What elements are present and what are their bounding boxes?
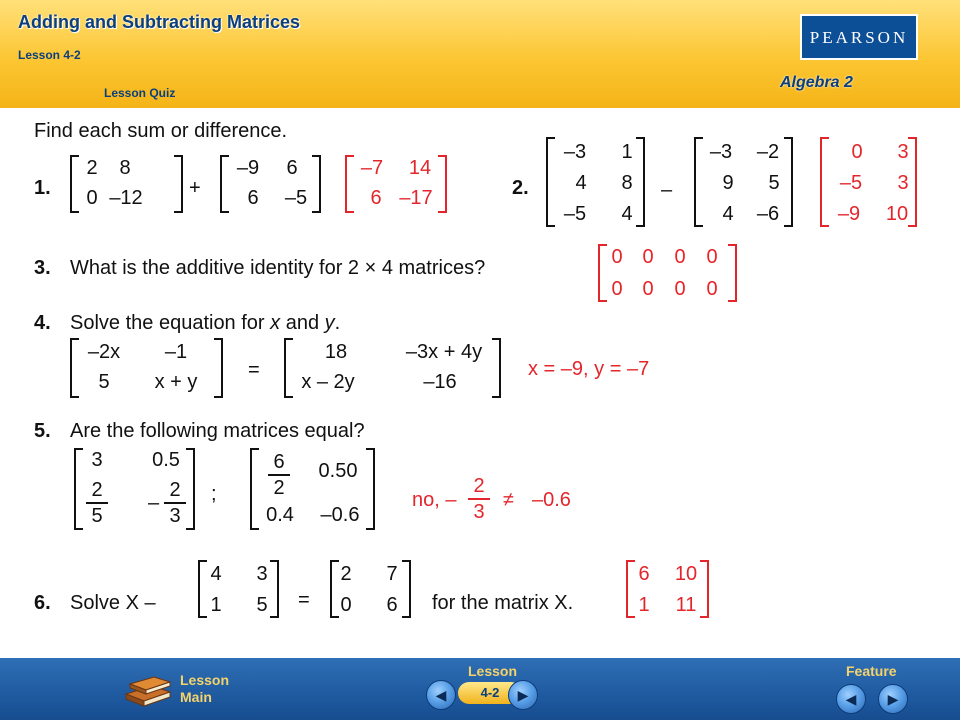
q2-a-cell: 4 xyxy=(575,172,587,194)
q5-answer-fraction-denominator: 3 xyxy=(473,501,485,523)
q5-b-fraction xyxy=(268,450,290,500)
q2-answer-cell: 0 xyxy=(851,141,863,163)
q6-answer-cell: 11 xyxy=(675,594,697,616)
q4-b-left-bracket xyxy=(284,338,293,398)
q2-b-cell: –3 xyxy=(709,141,733,163)
lesson-number: Lesson 4-2 xyxy=(18,48,81,62)
instructions: Find each sum or difference. xyxy=(34,120,288,142)
q2-a-cell: –3 xyxy=(563,141,587,163)
triangle-left-icon: ◀ xyxy=(435,687,447,703)
q3-answer-cell: 0 xyxy=(706,278,718,300)
q5-b-cell: –0.6 xyxy=(320,504,360,526)
q3-answer-cell: 0 xyxy=(642,278,654,300)
q5-b-fraction-numerator: 6 xyxy=(268,450,290,476)
q2-b-cell: –6 xyxy=(756,203,780,225)
q6-answer-cell: 6 xyxy=(638,563,650,585)
q6-b-left-bracket xyxy=(330,560,339,618)
lesson-main-label-2: Main xyxy=(180,689,212,705)
q5-answer-value: –0.6 xyxy=(532,489,571,511)
q5-separator: ; xyxy=(211,483,217,505)
lesson-main-link[interactable] xyxy=(180,672,229,706)
q6-answer-cell: 10 xyxy=(674,563,698,585)
publisher-logo xyxy=(800,14,918,60)
q4-b-cell: x – 2y xyxy=(301,371,355,393)
q4-a-cell: x + y xyxy=(154,371,198,393)
q4-question-period: . xyxy=(334,312,341,334)
q4-a-cell-text: –2x xyxy=(87,341,121,363)
q5-a-minus: – xyxy=(148,492,160,514)
q2-operator: – xyxy=(661,179,673,201)
lesson-main-label-1: Lesson xyxy=(180,672,230,688)
lesson-next-button[interactable] xyxy=(508,680,538,710)
q5-a-fraction-denominator: 5 xyxy=(91,505,103,527)
q5-a-fraction-denominator: 3 xyxy=(169,505,181,527)
q1-a-cell: 8 xyxy=(119,157,131,179)
q6-a-cell: 3 xyxy=(256,563,268,585)
q5-a-fraction xyxy=(164,478,186,528)
q1-b-cell: 6 xyxy=(247,187,259,209)
q2-a-cell: 8 xyxy=(621,172,633,194)
q2-b-cell: 4 xyxy=(722,203,734,225)
q2-a-cell: 1 xyxy=(621,141,633,163)
q4-var-x: x xyxy=(270,312,281,334)
q4-a-cell: –1 xyxy=(164,341,188,363)
q2-answer-right-bracket xyxy=(908,137,917,227)
q6-b-right-bracket xyxy=(402,560,411,618)
q1-answer-cell: –7 xyxy=(360,157,384,179)
q5-b-right-bracket xyxy=(366,448,375,530)
q5-b-left-bracket xyxy=(250,448,259,530)
q4-a-left-bracket xyxy=(70,338,79,398)
q6-number: 6. xyxy=(34,592,51,614)
q2-a-cell: 4 xyxy=(621,203,633,225)
q1-a-left-bracket xyxy=(70,155,79,213)
q2-b-cell: –2 xyxy=(756,141,780,163)
lesson-id-badge: 4-2 xyxy=(458,682,522,704)
q1-answer-cell: –17 xyxy=(399,187,433,209)
q3-answer-cell: 0 xyxy=(611,278,623,300)
q5-a-cell: 3 xyxy=(91,449,103,471)
q3-answer-cell: 0 xyxy=(674,246,686,268)
q5-a-fraction-numerator: 2 xyxy=(86,478,108,504)
q1-a-cell: 2 xyxy=(86,157,98,179)
q3-answer-cell: 0 xyxy=(642,246,654,268)
q3-answer-right-bracket xyxy=(728,244,737,302)
q6-b-cell: 0 xyxy=(340,594,352,616)
publisher-logo-text: PEARSON xyxy=(809,28,909,47)
q6-question-text: Solve xyxy=(70,592,126,614)
q5-question: Are the following matrices equal? xyxy=(70,420,365,442)
q5-a-fraction-numerator: 2 xyxy=(164,478,186,504)
q4-a-cell: 5 xyxy=(98,371,110,393)
q2-b-left-bracket xyxy=(694,137,703,227)
q6-answer-cell: 1 xyxy=(638,594,650,616)
q4-answer: x = –9, y = –7 xyxy=(528,358,650,380)
q2-a-right-bracket xyxy=(636,137,645,227)
q1-a-cell: –12 xyxy=(109,187,143,209)
q5-b-cell: 0.4 xyxy=(266,504,294,526)
q5-b-fraction-denominator: 2 xyxy=(273,477,285,499)
q2-answer-cell: 3 xyxy=(897,172,909,194)
lesson-nav-label: Lesson xyxy=(468,663,518,679)
q4-equals: = xyxy=(248,359,260,381)
q2-b-cell: 5 xyxy=(768,172,780,194)
q4-b-cell: –16 xyxy=(423,371,457,393)
q1-number: 1. xyxy=(34,177,51,199)
q2-number: 2. xyxy=(512,177,529,199)
q4-a-cell xyxy=(88,340,120,364)
triangle-right-icon: ▶ xyxy=(887,691,899,707)
triangle-left-icon: ◀ xyxy=(845,691,857,707)
course-name: Algebra 2 xyxy=(780,74,853,91)
q5-b-cell: 0.50 xyxy=(318,460,358,482)
q1-a-cell: 0 xyxy=(86,187,98,209)
q6-a-cell: 4 xyxy=(210,563,222,585)
q6-question-end: for the matrix X. xyxy=(432,592,574,614)
q6-var-x: X xyxy=(125,592,139,614)
q3-answer-cell: 0 xyxy=(611,246,623,268)
q1-a-right-bracket xyxy=(174,155,183,213)
q2-answer-cell: 3 xyxy=(897,141,909,163)
q6-b-cell: 7 xyxy=(386,563,398,585)
q4-number: 4. xyxy=(34,312,51,334)
q2-answer-cell: 10 xyxy=(885,203,909,225)
q1-answer-cell: 6 xyxy=(370,187,382,209)
q6-a-cell: 5 xyxy=(256,594,268,616)
feature-nav-label: Feature xyxy=(846,663,897,679)
q4-b-right-bracket xyxy=(492,338,501,398)
q5-answer-fraction xyxy=(468,474,490,524)
section-label: Lesson Quiz xyxy=(104,86,176,100)
lesson-prev-button[interactable] xyxy=(426,680,456,710)
q4-b-cell: –3x + 4y xyxy=(405,341,483,363)
q6-question-start xyxy=(70,591,156,615)
q5-a-left-bracket xyxy=(74,448,83,530)
q6-minus: – xyxy=(144,592,156,614)
q5-answer-not-equal: ≠ xyxy=(503,489,514,511)
q6-a-cell: 1 xyxy=(210,594,222,616)
q1-b-cell: 6 xyxy=(286,157,298,179)
q1-answer-left-bracket xyxy=(345,155,354,213)
q2-b-cell: 9 xyxy=(722,172,734,194)
header-banner xyxy=(0,0,960,108)
q4-a-right-bracket xyxy=(214,338,223,398)
q1-answer-right-bracket xyxy=(438,155,447,213)
q2-a-cell: –5 xyxy=(563,203,587,225)
q2-a-left-bracket xyxy=(546,137,555,227)
q3-number: 3. xyxy=(34,257,51,279)
books-icon[interactable] xyxy=(122,670,174,710)
q4-question xyxy=(70,311,340,335)
q3-answer-cell: 0 xyxy=(706,246,718,268)
q5-a-right-bracket xyxy=(186,448,195,530)
q6-answer-left-bracket xyxy=(626,560,635,618)
triangle-right-icon: ▶ xyxy=(517,687,529,703)
q6-a-right-bracket xyxy=(270,560,279,618)
q1-b-cell: –9 xyxy=(236,157,260,179)
q6-answer-right-bracket xyxy=(700,560,709,618)
feature-prev-button[interactable] xyxy=(836,684,866,714)
q1-b-left-bracket xyxy=(220,155,229,213)
feature-next-button[interactable] xyxy=(878,684,908,714)
q2-answer-left-bracket xyxy=(820,137,829,227)
q5-number: 5. xyxy=(34,420,51,442)
q6-equals: = xyxy=(298,589,310,611)
q5-answer-prefix: no, – xyxy=(412,489,457,511)
q2-answer-cell: –5 xyxy=(839,172,863,194)
q4-var-y: y xyxy=(324,312,335,334)
q4-question-and: and xyxy=(280,312,325,334)
q1-b-right-bracket xyxy=(312,155,321,213)
q5-a-fraction xyxy=(86,478,108,528)
q2-b-right-bracket xyxy=(784,137,793,227)
q4-question-text: Solve the equation for xyxy=(70,312,271,334)
q1-operator: + xyxy=(189,177,201,199)
q3-answer-cell: 0 xyxy=(674,278,686,300)
page-title: Adding and Subtracting Matrices xyxy=(18,12,301,32)
q6-a-left-bracket xyxy=(198,560,207,618)
q6-b-cell: 6 xyxy=(386,594,398,616)
q3-answer-left-bracket xyxy=(598,244,607,302)
q3-question: What is the additive identity for 2 × 4 matrices? xyxy=(70,257,486,279)
q2-answer-cell: –9 xyxy=(837,203,861,225)
q1-b-cell: –5 xyxy=(284,187,308,209)
q5-answer-fraction-numerator: 2 xyxy=(468,474,490,500)
q6-b-cell: 2 xyxy=(340,563,352,585)
q5-a-cell: 0.5 xyxy=(152,449,180,471)
q4-b-cell: 18 xyxy=(324,341,348,363)
q1-answer-cell: 14 xyxy=(408,157,432,179)
